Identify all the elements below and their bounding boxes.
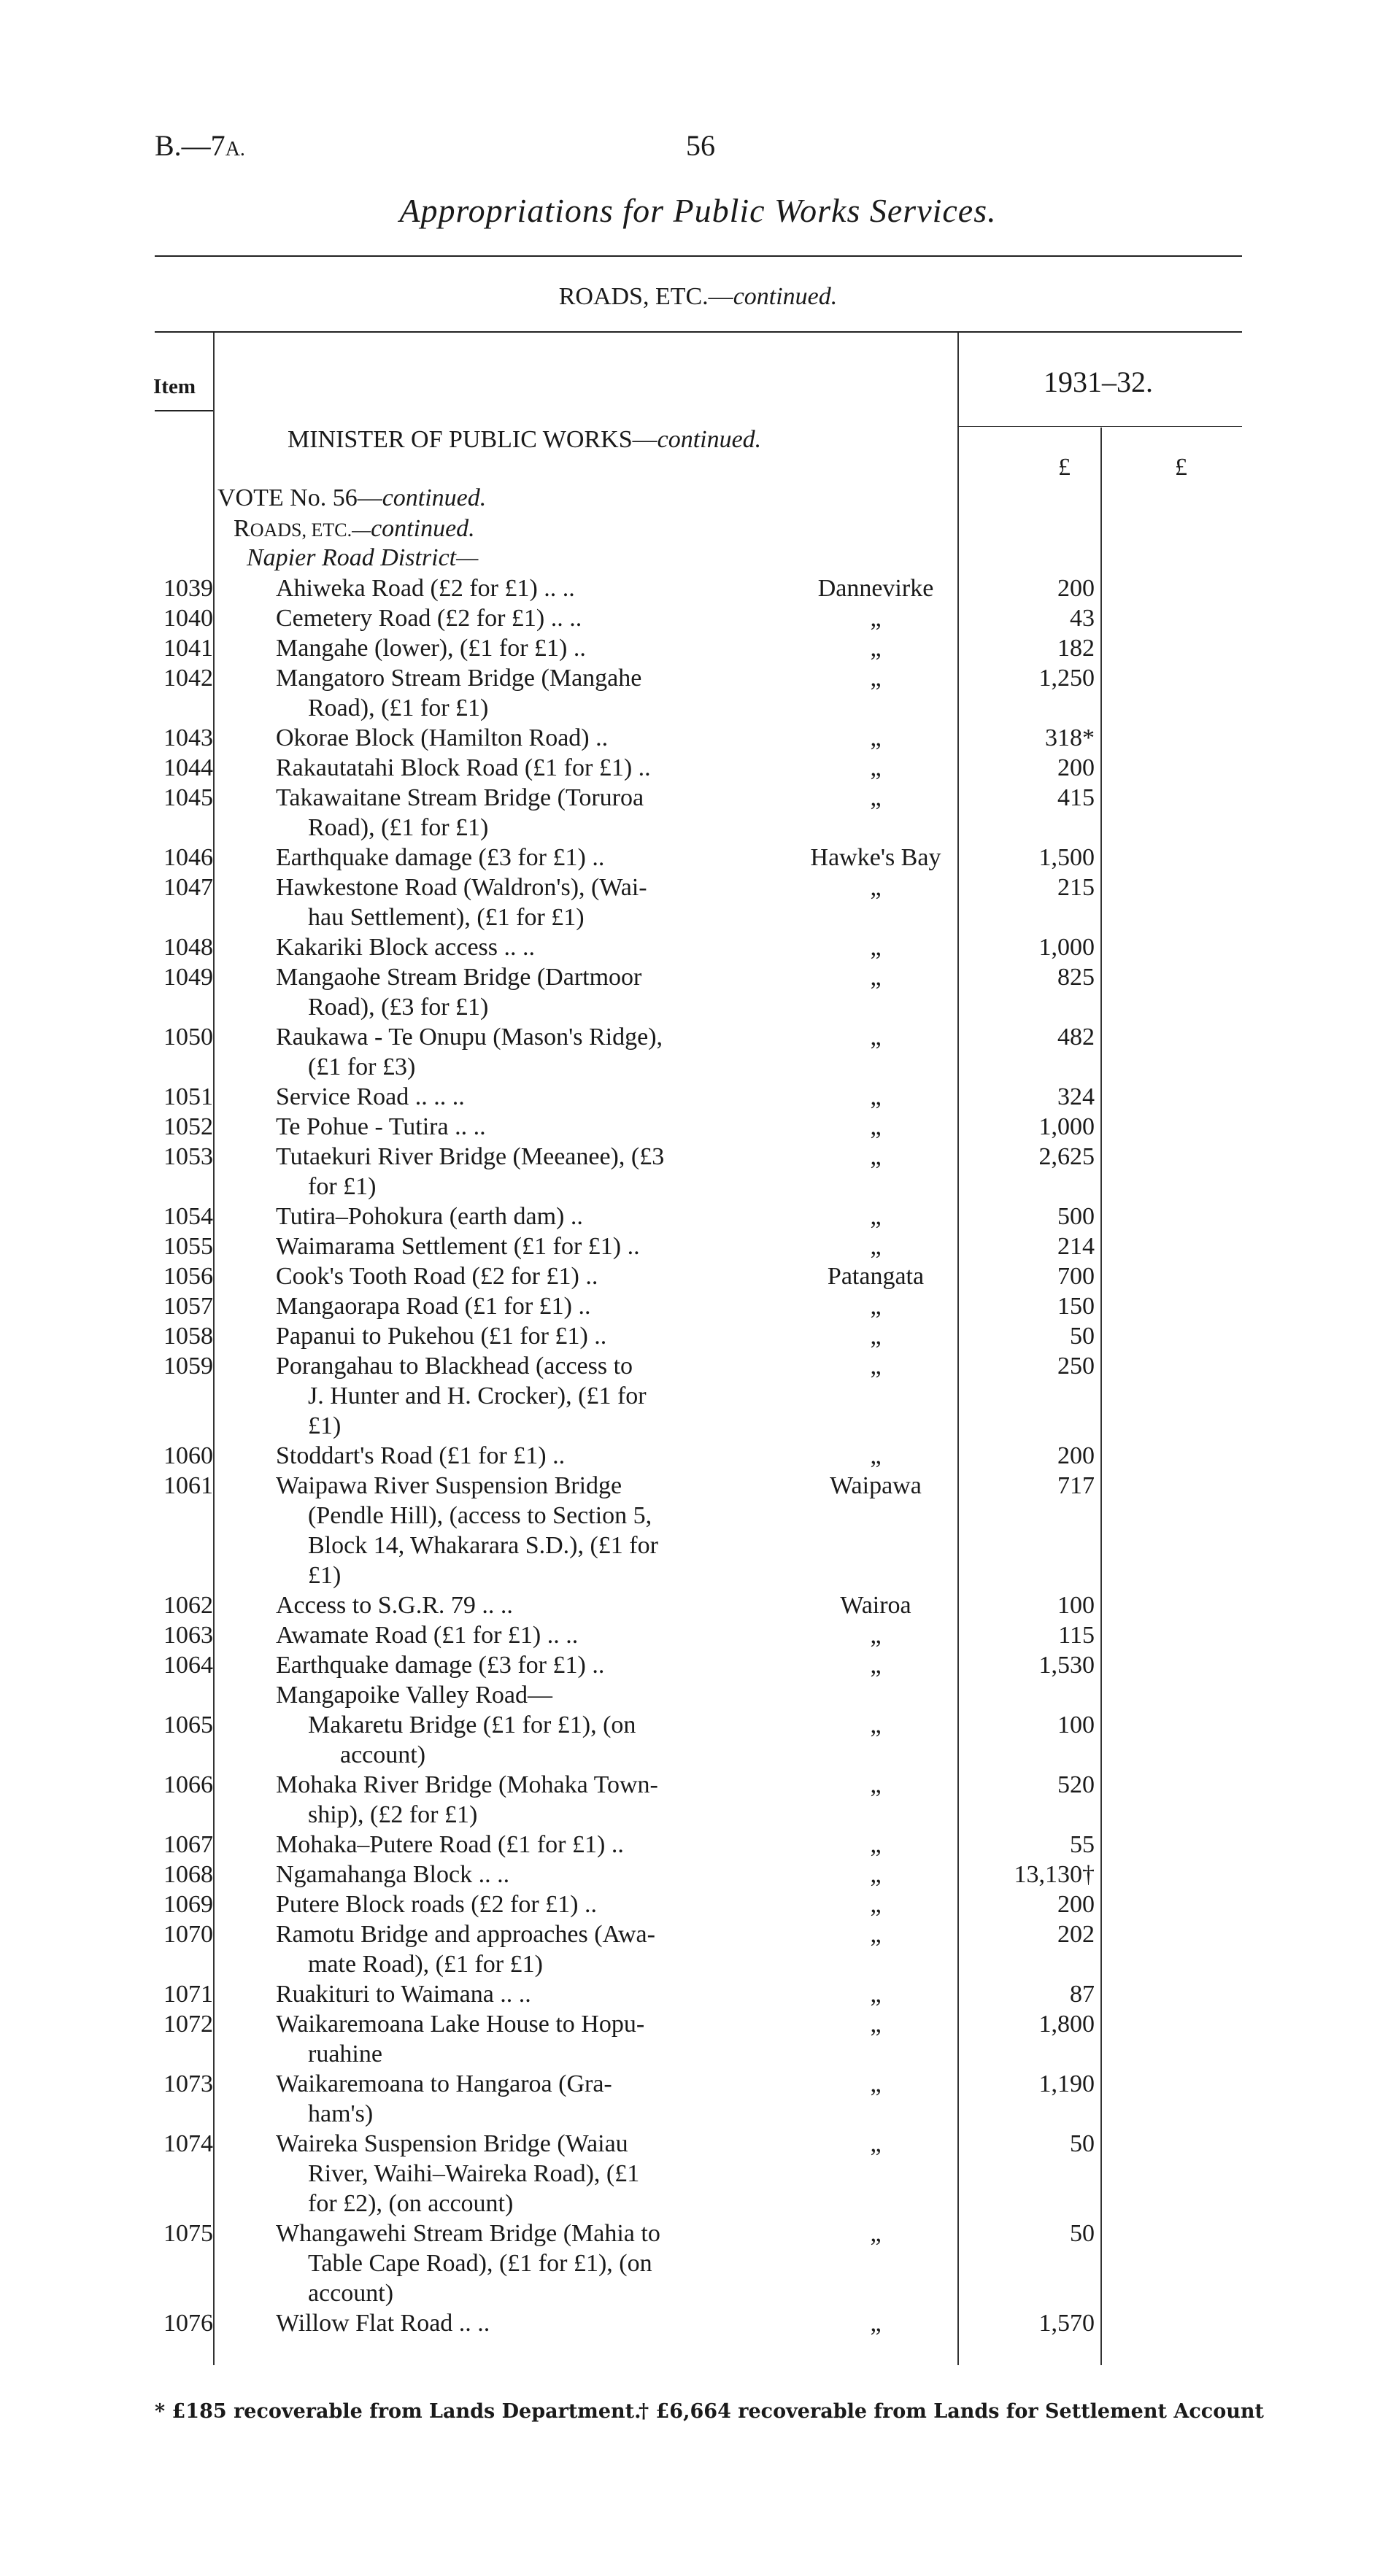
description-line: Ngamahanga Block .. ..: [276, 1861, 510, 1888]
description-line: Whangawehi Stream Bridge (Mahia to: [276, 2220, 660, 2247]
item-description: [276, 1680, 757, 1710]
description-line: Stoddart's Road (£1 for £1) ..: [276, 1442, 566, 1469]
description-line: ham's): [308, 2100, 374, 2127]
amount-value: 1,000: [1038, 1113, 1095, 1140]
item-number: 1075: [163, 2220, 213, 2247]
item-number: 1054: [163, 1203, 213, 1230]
description-line: Mohaka–Putere Road (£1 for £1) ..: [276, 1831, 624, 1858]
vote-heading: [217, 484, 486, 512]
description-line: ruahine: [308, 2041, 382, 2068]
item-number: 1059: [163, 1353, 213, 1380]
item-number: 1045: [163, 784, 213, 811]
roads-heading-initial: R: [234, 515, 250, 542]
amount-value: 13,130†: [1014, 1861, 1095, 1888]
district-name: „: [870, 2130, 882, 2157]
description-line: Waikaremoana to Hangaroa (Gra-: [276, 2070, 612, 2097]
item-column-header: Item: [153, 375, 196, 398]
description-line: Ramotu Bridge and approaches (Awa-: [276, 1921, 655, 1948]
item-number: 1046: [163, 844, 213, 871]
description-line: (£1 for £3): [308, 1053, 416, 1080]
description-line: Hawkestone Road (Waldron's), (Wai-: [276, 874, 647, 901]
description-line: mate Road), (£1 for £1): [308, 1951, 543, 1978]
item-number: 1042: [163, 665, 213, 692]
amount-value: 43: [1070, 605, 1095, 632]
footnote-lands-settlement: † £6,664 recoverable from Lands for Settlement Account: [639, 2400, 1264, 2423]
description-line: Papanui to Pukehou (£1 for £1) ..: [276, 1323, 607, 1350]
amount-value: 500: [1057, 1203, 1095, 1230]
item-description: [276, 1261, 757, 1291]
item-number: 1056: [163, 1263, 213, 1290]
district-name: „: [870, 1622, 882, 1649]
item-number: 1048: [163, 934, 213, 961]
item-number: 1039: [163, 575, 213, 602]
district-name: „: [870, 665, 882, 692]
description-line: Raukawa - Te Onupu (Mason's Ridge),: [276, 1024, 663, 1051]
district-name: Dannevirke: [817, 575, 934, 602]
document-code-suffix: A.: [225, 138, 245, 160]
amount-value: 150: [1057, 1293, 1095, 1320]
description-line: Porangahau to Blackhead (access to: [276, 1353, 633, 1380]
amount-value: 1,570: [1038, 2310, 1095, 2337]
district-name: „: [870, 1143, 882, 1170]
description-line: Road), (£3 for £1): [308, 994, 489, 1021]
amount-value: 50: [1070, 1323, 1095, 1350]
description-line: Mohaka River Bridge (Mohaka Town-: [276, 1771, 658, 1798]
document-code: [155, 128, 245, 163]
district-name: „: [870, 1771, 882, 1798]
item-description: [276, 2129, 757, 2219]
item-number: 1040: [163, 605, 213, 632]
description-line: Road), (£1 for £1): [308, 814, 489, 841]
description-line: ship), (£2 for £1): [308, 1801, 478, 1828]
amount-value: 2,625: [1038, 1143, 1095, 1170]
section-title: [0, 283, 1396, 311]
amount-value: 1,250: [1038, 665, 1095, 692]
item-number: 1057: [163, 1293, 213, 1320]
district-name: „: [870, 1921, 882, 1948]
roads-heading-continued: continued.: [371, 515, 475, 542]
item-description: [276, 1441, 757, 1471]
amount-value: 700: [1057, 1263, 1095, 1290]
item-description: [276, 873, 757, 932]
vote-heading-text: VOTE No. 56—: [217, 484, 382, 511]
description-line: £1): [308, 1412, 342, 1439]
item-number: 1072: [163, 2011, 213, 2038]
item-description: [276, 962, 757, 1022]
item-number: 1069: [163, 1891, 213, 1918]
description-line: Makaretu Bridge (£1 for £1), (on: [308, 1711, 636, 1738]
amount-value: 100: [1057, 1592, 1095, 1619]
minister-heading-text: MINISTER OF PUBLIC WORKS—: [288, 426, 657, 453]
district-name: „: [870, 1323, 882, 1350]
item-number: 1062: [163, 1592, 213, 1619]
table-top-rule: [155, 331, 1242, 333]
item-number: 1043: [163, 724, 213, 751]
district-name: „: [870, 784, 882, 811]
district-name: „: [870, 1203, 882, 1230]
district-name: „: [870, 1353, 882, 1380]
amount-value: 200: [1057, 1891, 1095, 1918]
description-line: for £1): [308, 1173, 377, 1200]
district-name: „: [870, 964, 882, 991]
item-description: [276, 783, 757, 843]
item-number: 1055: [163, 1233, 213, 1260]
district-name: „: [870, 874, 882, 901]
amount-value: 200: [1057, 754, 1095, 781]
item-description: [276, 2219, 757, 2308]
item-description: [276, 753, 757, 783]
amount-value: 200: [1057, 1442, 1095, 1469]
item-description: [276, 1112, 757, 1142]
district-name: „: [870, 2070, 882, 2097]
description-line: Earthquake damage (£3 for £1) ..: [276, 844, 605, 871]
district-name: „: [870, 1442, 882, 1469]
item-description: [276, 1471, 757, 1590]
description-line: Kakariki Block access .. ..: [276, 934, 535, 961]
item-number: 1044: [163, 754, 213, 781]
description-line: Tutira–Pohokura (earth dam) ..: [276, 1203, 583, 1230]
amount-value: 1,530: [1038, 1652, 1095, 1679]
item-description: [276, 932, 757, 962]
description-line: account): [340, 1741, 426, 1768]
amount-value: 200: [1057, 575, 1095, 602]
district-name: „: [870, 2220, 882, 2247]
district-name: „: [870, 1233, 882, 1260]
description-line: Mangahe (lower), (£1 for £1) ..: [276, 635, 586, 662]
item-number: 1050: [163, 1024, 213, 1051]
description-line: Putere Block roads (£2 for £1) ..: [276, 1891, 598, 1918]
roads-heading: [234, 515, 475, 543]
description-line: for £2), (on account): [308, 2190, 514, 2217]
item-description: [276, 1650, 757, 1680]
district-name: „: [870, 1831, 882, 1858]
item-description: [276, 1231, 757, 1261]
district-name: „: [870, 605, 882, 632]
description-line: Access to S.G.R. 79 .. ..: [276, 1592, 513, 1619]
item-description: [276, 1919, 757, 1979]
description-line: account): [308, 2280, 394, 2307]
district-name: „: [870, 1113, 882, 1140]
section-title-main: ROADS, ETC.—: [558, 283, 733, 310]
description-line: Service Road .. .. ..: [276, 1083, 465, 1110]
amount-value: 482: [1057, 1024, 1095, 1051]
item-description: [276, 723, 757, 753]
description-line: Cook's Tooth Road (£2 for £1) ..: [276, 1263, 598, 1290]
description-line: Takawaitane Stream Bridge (Toruroa: [276, 784, 644, 811]
page-number: 56: [686, 129, 715, 162]
amount-value: 50: [1070, 2130, 1095, 2157]
footnote-lands-department: * £185 recoverable from Lands Department.: [155, 2400, 641, 2423]
item-description: [276, 843, 757, 873]
description-line: Block 14, Whakarara S.D.), (£1 for: [308, 1532, 658, 1559]
item-number: 1068: [163, 1861, 213, 1888]
district-name: „: [870, 1293, 882, 1320]
item-number: 1061: [163, 1472, 213, 1499]
item-number: 1063: [163, 1622, 213, 1649]
section-title-continued: continued.: [733, 283, 838, 310]
district-name: „: [870, 1024, 882, 1051]
item-number: 1067: [163, 1831, 213, 1858]
district-name: „: [870, 635, 882, 662]
district-name: „: [870, 724, 882, 751]
item-description: [276, 1979, 757, 2009]
district-name: Patangata: [827, 1263, 925, 1290]
amount-value: 214: [1057, 1233, 1095, 1260]
amount-value: 324: [1057, 1083, 1095, 1110]
item-number: 1066: [163, 1771, 213, 1798]
currency-header-2: £: [1175, 454, 1187, 481]
description-line: Table Cape Road), (£1 for £1), (on: [308, 2250, 652, 2277]
district-name: „: [870, 1083, 882, 1110]
amount-value: 825: [1057, 964, 1095, 991]
year-column-header: 1931–32.: [1044, 365, 1153, 398]
district-name: Hawke's Bay: [810, 844, 941, 871]
item-description: [276, 2009, 757, 2069]
amount-value: 50: [1070, 2220, 1095, 2247]
amount-value: 1,500: [1038, 844, 1095, 871]
description-line: Waipawa River Suspension Bridge: [276, 1472, 622, 1499]
description-line: Ahiweka Road (£2 for £1) .. ..: [276, 575, 575, 602]
amount-value: 100: [1057, 1711, 1095, 1738]
amount-value: 182: [1057, 635, 1095, 662]
description-line: Mangatoro Stream Bridge (Mangahe: [276, 665, 642, 692]
item-number: 1073: [163, 2070, 213, 2097]
item-description: [276, 1830, 757, 1860]
district-name: „: [870, 754, 882, 781]
description-line: hau Settlement), (£1 for £1): [308, 904, 585, 931]
amount-value: 1,190: [1038, 2070, 1095, 2097]
amount-value: 717: [1057, 1472, 1095, 1499]
amount-value: 1,800: [1038, 2011, 1095, 2038]
item-number: 1051: [163, 1083, 213, 1110]
district-name: „: [870, 1652, 882, 1679]
district-name: „: [870, 1981, 882, 2008]
minister-heading-continued: continued.: [657, 426, 762, 453]
description-line: Mangapoike Valley Road—: [276, 1682, 552, 1709]
item-description: [276, 1321, 757, 1351]
description-line: Ruakituri to Waimana .. ..: [276, 1981, 531, 2008]
item-number: 1052: [163, 1113, 213, 1140]
item-number: 1053: [163, 1143, 213, 1170]
district-name: Wairoa: [840, 1592, 911, 1619]
item-number: 1074: [163, 2130, 213, 2157]
item-description: [276, 1142, 757, 1202]
item-number: 1041: [163, 635, 213, 662]
description-line: Tutaekuri River Bridge (Meeanee), (£3: [276, 1143, 665, 1170]
item-number: 1065: [163, 1711, 213, 1738]
minister-heading: [288, 426, 761, 454]
amount-value: 520: [1057, 1771, 1095, 1798]
item-number: 1070: [163, 1921, 213, 1948]
description-line: Earthquake damage (£3 for £1) ..: [276, 1652, 605, 1679]
amount-value: 115: [1058, 1622, 1095, 1649]
district-name: „: [870, 2011, 882, 2038]
description-line: (Pendle Hill), (access to Section 5,: [308, 1502, 652, 1529]
item-description: [276, 2308, 757, 2338]
item-number: 1076: [163, 2310, 213, 2337]
item-description: [276, 1620, 757, 1650]
item-description: [276, 1710, 757, 1770]
item-description: [276, 1860, 757, 1890]
description-line: Te Pohue - Tutira .. ..: [276, 1113, 486, 1140]
item-number: 1049: [163, 964, 213, 991]
amount-value: 87: [1070, 1981, 1095, 2008]
description-line: Mangaohe Stream Bridge (Dartmoor: [276, 964, 642, 991]
item-description: [276, 573, 757, 603]
item-number: 1060: [163, 1442, 213, 1469]
item-description: [276, 1890, 757, 1919]
description-line: Willow Flat Road .. ..: [276, 2310, 490, 2337]
item-description: [276, 603, 757, 633]
item-description: [276, 1590, 757, 1620]
amount-value: 1,000: [1038, 934, 1095, 961]
district-name: Waipawa: [830, 1472, 922, 1499]
district-name: „: [870, 2310, 882, 2337]
amount-column-divider: [1100, 428, 1102, 2365]
year-header-rule: [957, 426, 1242, 427]
district-name: „: [870, 1861, 882, 1888]
item-description: [276, 1082, 757, 1112]
item-description: [276, 633, 757, 663]
district-heading: [247, 544, 478, 572]
item-description: [276, 1202, 757, 1231]
item-description: [276, 1770, 757, 1830]
amount-value: 415: [1057, 784, 1095, 811]
item-number: 1064: [163, 1652, 213, 1679]
district-name: „: [870, 1711, 882, 1738]
description-line: Mangaorapa Road (£1 for £1) ..: [276, 1293, 591, 1320]
amount-value: 202: [1057, 1921, 1095, 1948]
description-line: Waikaremoana Lake House to Hopu-: [276, 2011, 645, 2038]
page-title: Appropriations for Public Works Services.: [399, 192, 997, 229]
description-line: Waimarama Settlement (£1 for £1) ..: [276, 1233, 640, 1260]
description-line: Cemetery Road (£2 for £1) .. ..: [276, 605, 582, 632]
currency-header-1: £: [1058, 454, 1071, 481]
vote-heading-continued: continued.: [382, 484, 487, 511]
description-line: J. Hunter and H. Crocker), (£1 for: [308, 1382, 647, 1409]
description-line: Rakautatahi Block Road (£1 for £1) ..: [276, 754, 651, 781]
amount-value: 318*: [1045, 724, 1095, 751]
description-line: Waireka Suspension Bridge (Waiau: [276, 2130, 628, 2157]
district-name: „: [870, 1891, 882, 1918]
item-description: [276, 1291, 757, 1321]
item-number: 1071: [163, 1981, 213, 2008]
district-name: „: [870, 934, 882, 961]
description-line: £1): [308, 1562, 342, 1589]
title-rule: [155, 255, 1242, 257]
item-description: [276, 663, 757, 723]
description-line: Road), (£1 for £1): [308, 695, 489, 722]
roads-heading-text: OADS, ETC.—: [250, 519, 371, 541]
item-header-rule: [155, 410, 213, 411]
description-line: Awamate Road (£1 for £1) .. ..: [276, 1622, 579, 1649]
amount-value: 250: [1057, 1353, 1095, 1380]
item-description: [276, 2069, 757, 2129]
amount-value: 55: [1070, 1831, 1095, 1858]
district-heading-text: Napier Road District—: [247, 544, 479, 571]
item-description: [276, 1022, 757, 1082]
description-line: River, Waihi–Waireka Road), (£1: [308, 2160, 640, 2187]
item-number: 1047: [163, 874, 213, 901]
item-description: [276, 1351, 757, 1441]
item-column-divider: [213, 333, 215, 2365]
document-code-prefix: B.—7: [155, 129, 225, 162]
description-line: Okorae Block (Hamilton Road) ..: [276, 724, 609, 751]
item-number: 1058: [163, 1323, 213, 1350]
amount-value: 215: [1057, 874, 1095, 901]
